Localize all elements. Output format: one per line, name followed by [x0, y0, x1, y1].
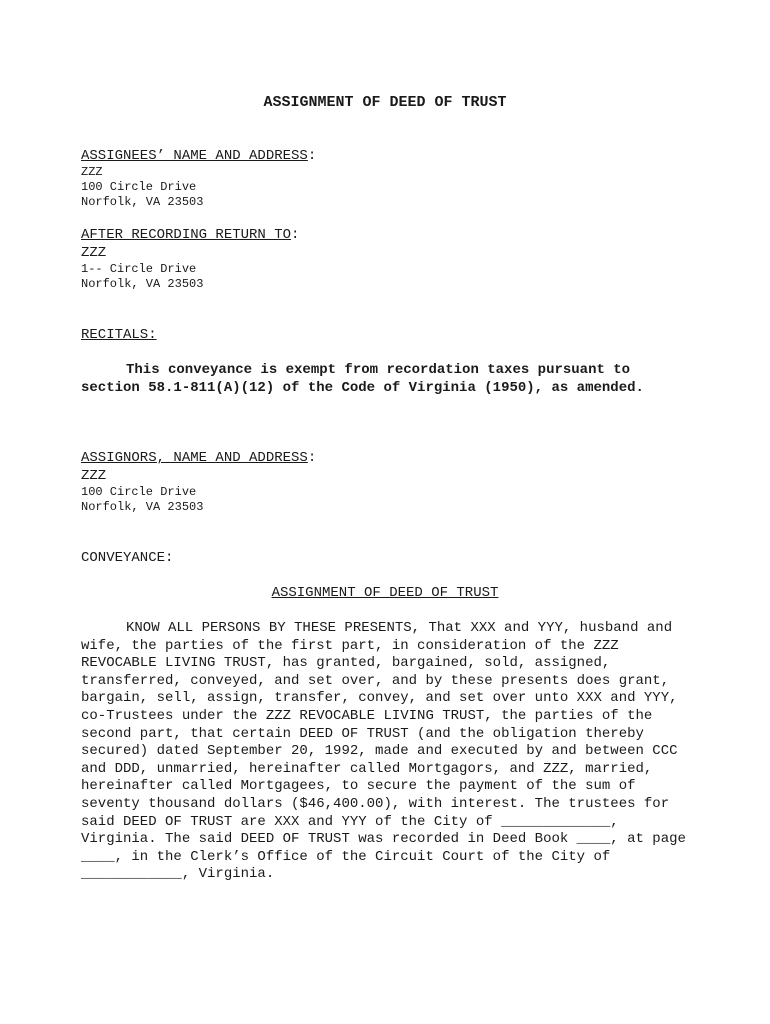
return-to-heading [81, 227, 299, 243]
return-to-heading-colon: : [291, 227, 300, 243]
return-to-city: Norfolk, VA 23503 [81, 277, 204, 291]
assignees-name: ZZZ [81, 165, 103, 179]
recitals-heading: RECITALS: [81, 327, 157, 343]
conveyance-body: KNOW ALL PERSONS BY THESE PRESENTS, That XXX and YYY, husband and wife, the parties of the first part, in consideration of the ZZZ REVOCABLE LIVING TRUST, has granted, bargained, sold, assigned, transferred, conveyed, and set over, and by these presents does grant, bargain, sell, assign, transfer, convey, and set over unto XXX and YYY, co-Trustees under the ZZZ REVOCABLE LIVING TRUST, the parties of the second part, that certain DEED OF TRUST (and the obligation thereby secured) dated September 20, 1992, made and executed by and between CCC and DDD, unmarried, hereinafter called Mortgagors, and ZZZ, married, hereinafter called Mortgagees, to secure the payment of the sum of seventy thousand dollars ($46,400.00), with interest. The trustees for said DEED OF TRUST are XXX and YYY of the City of _____________, Virginia. The said DEED OF TRUST was recorded in Deed Book ____, at page ____, in the Clerk’s Office of the Circuit Court of the City of ____________, Virginia. [81, 620, 686, 883]
conveyance-subtitle-text: ASSIGNMENT OF DEED OF TRUST [271, 585, 499, 601]
assignors-name: ZZZ [81, 468, 107, 484]
assignors-heading [81, 450, 316, 466]
document-title: ASSIGNMENT OF DEED OF TRUST [263, 94, 507, 111]
assignors-heading-colon: : [307, 450, 317, 466]
return-to-name: ZZZ [81, 245, 107, 261]
return-to-street: 1-- Circle Drive [81, 262, 197, 276]
assignees-heading-label: ASSIGNEES’ NAME AND ADDRESS [81, 148, 308, 164]
assignees-city: Norfolk, VA 23503 [81, 195, 204, 209]
assignees-street: 100 Circle Drive [81, 180, 197, 194]
recitals-text: This conveyance is exempt from recordation taxes pursuant to section 58.1-811(A)(12) of the Code of Virginia (1950), as amended. [81, 362, 644, 396]
conveyance-subtitle [0, 585, 770, 601]
assignors-heading-label: ASSIGNORS, NAME AND ADDRESS [81, 450, 308, 466]
assignors-street: 100 Circle Drive [81, 485, 197, 499]
assignees-heading [81, 148, 316, 164]
conveyance-heading: CONVEYANCE: [81, 550, 174, 566]
assignees-heading-colon: : [307, 148, 317, 164]
return-to-heading-label: AFTER RECORDING RETURN TO [81, 227, 292, 243]
assignors-city: Norfolk, VA 23503 [81, 500, 204, 514]
